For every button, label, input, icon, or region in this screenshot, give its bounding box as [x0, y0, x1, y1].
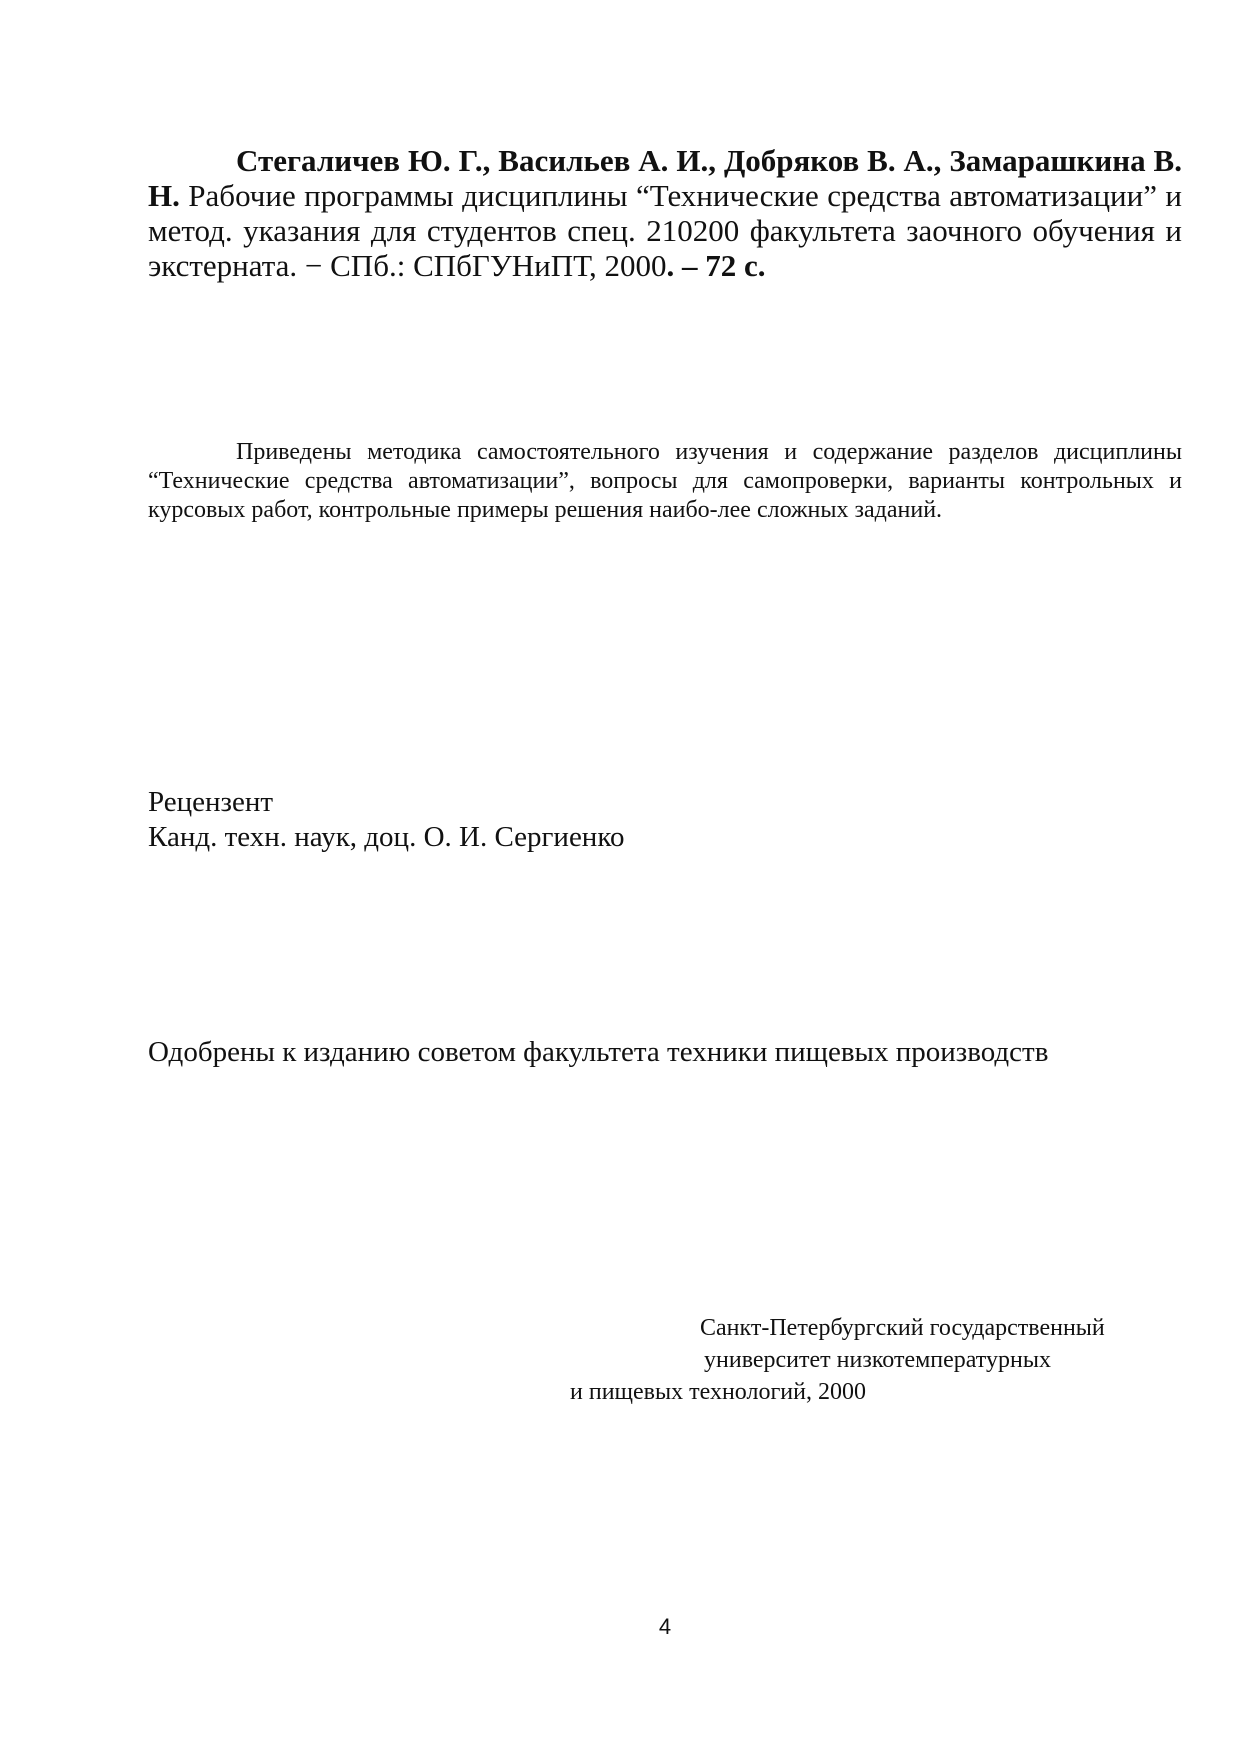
reviewer-label: Рецензент [148, 786, 274, 818]
citation-authors: Стегаличев Ю. Г., Васильев А. И., Добряков В. А., Замарашкина В. Н. [148, 143, 1182, 213]
approval-statement: Одобрены к изданию советом факультета техники пищевых производств [148, 1036, 1049, 1068]
publisher-line-3: и пищевых технологий, 2000 [570, 1379, 866, 1405]
reviewer-block [148, 785, 1048, 855]
bibliographic-citation [148, 143, 1182, 283]
page-number: 4 [658, 1614, 672, 1639]
citation-pages: . – 72 с. [666, 248, 766, 283]
publisher-line-2: университет низкотемпературных [704, 1347, 1051, 1373]
citation-title: Рабочие программы дисциплины “Технические средства автоматизации” и метод. указания для студентов спец. 210200 факультета заочного обучения и экстерната. − СПб.: СПбГУНиПТ, 2000 [148, 178, 1182, 283]
publisher-line-1: Санкт-Петербургский государственный [700, 1315, 1105, 1341]
abstract-paragraph: Приведены методика самостоятельного изучения и содержание разделов дисциплины “Технические средства автоматизации”, вопросы для самопроверки, варианты контрольных и курсовых работ, контрольные примеры решения наибо-лее сложных заданий. [148, 439, 1182, 523]
reviewer-name: Канд. техн. наук, доц. О. И. Сергиенко [148, 821, 625, 853]
